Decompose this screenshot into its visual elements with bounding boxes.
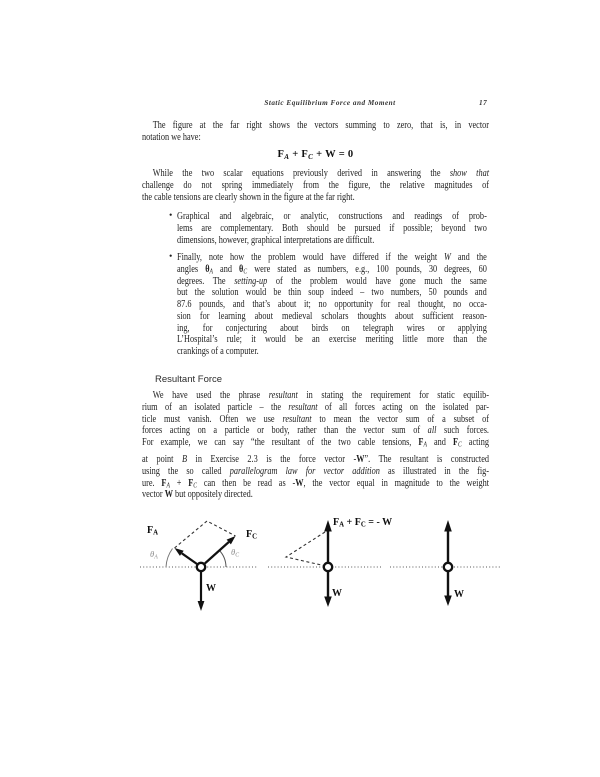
- text-line: ing, for conjecturing about birds on telegraph wires or applying: [177, 322, 487, 334]
- resultant-label: $F_A + F_C$ = - W: [333, 517, 393, 529]
- text-line: dimensions, however, graphical interpretations are difficult.: [177, 234, 375, 246]
- fa-arrow-shaft: [182, 553, 197, 564]
- text-line: While the two scalar equations previously derived in answering the show that: [152, 168, 490, 179]
- bullet-item-finally: [177, 252, 487, 358]
- text-line: vector W but oppositely directed.: [142, 489, 253, 501]
- text-line: forces acting on a particle or body, rather than the vector sum of all such forces.: [142, 425, 490, 437]
- bullet-marker: •: [169, 251, 173, 262]
- text-line: 87.6 pounds, and that’s about it; no opportunity for real thought, no occa-: [177, 299, 487, 310]
- page-number: 17: [479, 99, 488, 107]
- fa-label: $F_A$: [147, 525, 159, 537]
- running-header-title: Static Equilibrium Force and Moment: [264, 99, 396, 107]
- text-line: angles $\theta_A$ and $\theta_C$ were stated as numbers, e.g., 100 pounds, 30 degrees, 60: [177, 263, 487, 276]
- text-line: Finally, note how the problem would have differed if the weight W and the: [177, 252, 487, 263]
- text-line: using the so called parallelogram law for vector addition as illustrated in the fig-: [142, 465, 490, 477]
- text-line: ticle must vanish. Often we use resultant to mean the vector sum of a subset of: [142, 413, 490, 425]
- text-line: lems are complementary. Both should be pursued if possible; beyond two: [177, 222, 487, 234]
- text-line: We have used the phrase resultant in stating the requirement for static equilib-: [152, 390, 490, 401]
- text-line: For example, we can say “the resultant of the two cable tensions, $F_A$ and $F_C$ acting: [142, 437, 490, 449]
- figure-canvas: [130, 510, 510, 625]
- text-line: degrees. The setting-up of the problem would have gone much the same: [177, 275, 487, 287]
- section-heading: Resultant Force: [155, 374, 223, 385]
- paragraph-while: [142, 168, 489, 203]
- equation-equilibrium: $F_A + F_C + W = 0$: [277, 149, 354, 161]
- paragraph-resultant-b: [142, 454, 489, 501]
- weight-arrowhead-right: [444, 596, 452, 607]
- text-line: crankings of a computer.: [177, 346, 259, 357]
- text-line: but the solution would be thin soup indeed – two numbers, 50 pounds and: [177, 287, 487, 299]
- weight-arrowhead-left: [198, 601, 205, 611]
- text-line: rium of an isolated particle – the resultant of all forces acting on the isolated par-: [142, 401, 490, 413]
- text-line: Graphical and algebraic, or analytic, constructions and readings of prob-: [177, 211, 487, 222]
- particle-node-right: [444, 563, 452, 571]
- weight-arrowhead-middle: [324, 597, 332, 608]
- resultant-arrowhead: [324, 520, 332, 532]
- bullet-item-graphical: [177, 211, 487, 246]
- weight-label-right: W: [454, 589, 464, 600]
- fc-label: $F_C$: [246, 529, 258, 541]
- bullet-marker: •: [169, 210, 173, 221]
- text-line: at point B in Exercise 2.3 is the force vector -W”. The resultant is constructed: [142, 454, 489, 465]
- paragraph-resultant-a: [142, 390, 489, 449]
- up-arrowhead-right: [444, 520, 452, 532]
- text-line: L’Hospital’s rule; it would be an exercise meriting little more than the: [177, 334, 487, 346]
- theta-a-arc: [166, 549, 173, 568]
- weight-label-middle: W: [332, 588, 342, 599]
- particle-node-left: [197, 563, 205, 571]
- text-line: The figure at the far right shows the vectors summing to zero, that is, in vector: [152, 120, 490, 131]
- collapsed-parallelogram-dashed: [286, 532, 325, 566]
- text-line: the cable tensions are clearly shown in the figure at the far right.: [142, 191, 355, 203]
- theta-a-label: $\theta_A$: [150, 549, 158, 561]
- weight-label-left: W: [206, 583, 216, 594]
- text-line: notation we have:: [142, 131, 201, 143]
- text-line: ure. $F_A + F_C$ can then be read as -W, the vector equal in magnitude to the weight: [142, 477, 490, 490]
- theta-c-arc: [219, 550, 226, 567]
- paragraph-intro: [142, 120, 489, 144]
- particle-node-middle: [324, 563, 332, 571]
- theta-c-label: $\theta_C$: [231, 547, 240, 559]
- text-line: sion for learning about medieval scholars thoughts about sufficient reason-: [177, 310, 487, 322]
- text-line: challenge do not spring immediately from the figure, the relative magnitudes of: [142, 179, 490, 191]
